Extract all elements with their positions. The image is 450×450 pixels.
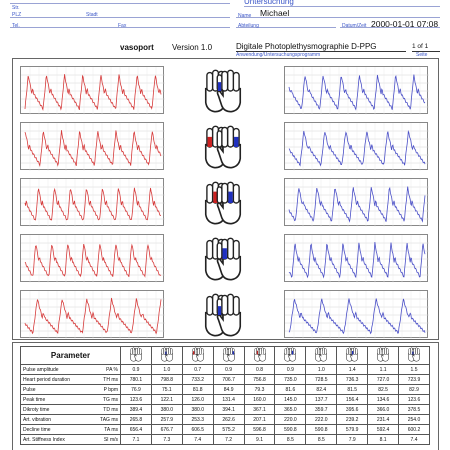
value-cell: 220.0 [275,415,306,425]
value-cell: 82.4 [306,385,337,395]
icon-column-7 [306,347,337,365]
icon-column-8 [337,347,368,365]
hands-4-icon [192,236,254,282]
value-cell: 81.5 [337,385,368,395]
value-cell: 156.4 [337,395,368,405]
value-cell: 365.0 [275,405,306,415]
hands-fingertips-icon [159,347,175,362]
plz-field [10,4,230,18]
value-cell: 367.1 [244,405,275,415]
parameter-name: Pulse [23,386,36,393]
parameter-name-cell [21,375,121,385]
left-waveform-4 [20,234,164,282]
value-cell: 82.9 [399,385,430,395]
value-cell: 575.2 [213,425,244,435]
right-waveform-5 [284,290,428,338]
value-cell: 7.3 [151,435,182,445]
hands-fingertips-icon [128,347,144,362]
table-row [21,375,430,385]
value-cell: 257.9 [151,415,182,425]
name-value: Michael [260,8,290,18]
value-cell: 735.0 [275,375,306,385]
value-cell: 579.9 [337,425,368,435]
value-cell: 81.6 [275,385,306,395]
tel-label: Tel. [12,23,20,29]
abteilung-label: Abteilung [238,23,259,29]
left-waveform-2 [20,122,164,170]
table-row [21,385,430,395]
value-cell: 131.4 [213,395,244,405]
parameter-name: Dikroty time [23,406,50,413]
value-cell: 0.8 [244,365,275,375]
table-row [21,415,430,425]
right-waveform-2 [284,122,428,170]
value-cell: 366.0 [368,405,399,415]
hand-diagram-4 [192,236,254,287]
untersuchung-field [244,6,440,7]
hands-5-icon [192,292,254,338]
value-cell: 8.5 [275,435,306,445]
value-cell: 723.9 [399,375,430,385]
value-cell: 0.9 [275,365,306,375]
parameter-unit: TH ms [103,376,118,383]
hands-1-icon [192,68,254,114]
value-cell: 0.7 [182,365,213,375]
street-label: Str. [12,5,20,11]
page-number: 1 of 1 [412,43,429,50]
parameter-unit: TG ms [103,396,118,403]
value-cell: 222.0 [306,415,337,425]
value-cell: 81.8 [182,385,213,395]
icon-column-4 [213,347,244,365]
value-cell: 736.3 [337,375,368,385]
value-cell: 75.1 [151,385,182,395]
parameter-name-cell [21,435,121,445]
icon-column-9 [368,347,399,365]
value-cell: 706.7 [213,375,244,385]
hand-diagram-5 [192,292,254,343]
hand-diagram-2 [192,124,254,175]
plz-label: PLZ [12,12,22,18]
table-row [21,435,430,445]
parameter-name-cell [21,365,121,375]
name-label: Name [238,13,252,19]
name-field [236,8,440,18]
value-cell: 1.0 [151,365,182,375]
value-cell: 394.1 [213,405,244,415]
value-cell: 733.2 [182,375,213,385]
value-cell: 1.5 [399,365,430,375]
hands-3-icon [192,180,254,226]
parameter-unit: TAG ms [100,416,118,423]
left-waveform-1 [20,66,164,114]
left-waveform-5 [20,290,164,338]
value-cell: 1.4 [337,365,368,375]
parameter-name-cell [21,385,121,395]
document-title: Digitale Photoplethysmographie D-PPG [236,42,377,51]
right-waveform-3 [284,178,428,226]
value-cell: 380.0 [151,405,182,415]
left-waveform-3 [20,178,164,226]
parameter-name: Art. vibration [23,416,52,423]
value-cell: 79.3 [244,385,275,395]
value-cell: 8.5 [306,435,337,445]
icon-column-10 [399,347,430,365]
value-cell: 253.3 [182,415,213,425]
parameter-unit: PA % [106,366,118,373]
icon-column-6 [275,347,306,365]
parameter-table [20,346,430,445]
parameter-unit: TA ms [104,426,118,433]
page-label: Seite [416,52,428,58]
software-name: vasoport [120,43,154,52]
parameter-heading: Parameter [21,347,121,365]
parameter-name: Pulse amplitude [23,366,59,373]
value-cell: 656.4 [121,425,152,435]
parameter-unit: SI m/s [103,436,118,443]
parameter-name-cell [21,395,121,405]
value-cell: 7.9 [337,435,368,445]
parameter-name: Heart period duration [23,376,70,383]
right-waveform-4 [284,234,428,282]
value-cell: 756.8 [244,375,275,385]
value-cell: 123.6 [399,395,430,405]
datum-label: Datum/Zeit [342,23,367,29]
value-cell: 145.0 [275,395,306,405]
value-cell: 7.4 [399,435,430,445]
parameter-name-cell [21,405,121,415]
parameter-name: Art. Stiffness Index [23,436,65,443]
value-cell: 239.2 [337,415,368,425]
value-cell: 606.5 [182,425,213,435]
value-cell: 76.9 [121,385,152,395]
table-header-row [21,347,430,365]
hands-middle-icon [282,347,298,362]
value-cell: 0.9 [121,365,152,375]
value-cell: 1.0 [306,365,337,375]
value-cell: 265.8 [121,415,152,425]
right-waveform-1 [284,66,428,114]
value-cell: 8.1 [368,435,399,445]
icon-column-5 [244,347,275,365]
hands-index-icon [221,347,237,362]
hands-index-icon [190,347,206,362]
value-cell: 207.1 [244,415,275,425]
value-cell: 84.9 [213,385,244,395]
parameter-name-cell [21,425,121,435]
stadt-label: Stadt [86,12,98,18]
value-cell: 160.0 [244,395,275,405]
value-cell: 596.8 [244,425,275,435]
value-cell: 7.1 [121,435,152,445]
table-row [21,425,430,435]
value-cell: 590.8 [306,425,337,435]
hands-2-icon [192,124,254,170]
value-cell: 378.5 [399,405,430,415]
table-row [21,365,430,375]
value-cell: 126.0 [182,395,213,405]
parameter-name: Peak time [23,396,46,403]
hands-ring-icon [313,347,329,362]
table-row [21,395,430,405]
value-cell: 380.0 [182,405,213,415]
document-subtitle: Anwendung/Untersuchungsprogramm [236,52,321,58]
hands-little-icon [406,347,422,362]
value-cell: 231.4 [368,415,399,425]
value-cell: 728.5 [306,375,337,385]
value-cell: 727.0 [368,375,399,385]
fax-label: Fax [118,23,127,29]
value-cell: 676.7 [151,425,182,435]
parameter-name: Decline time [23,426,51,433]
hands-ring-icon [344,347,360,362]
icon-column-3 [182,347,213,365]
value-cell: 7.2 [213,435,244,445]
icon-column-2 [151,347,182,365]
parameter-unit: TD ms [103,406,118,413]
untersuchung-heading: Untersuchung [244,0,294,6]
hands-little-icon [375,347,391,362]
value-cell: 590.8 [275,425,306,435]
value-cell: 82.5 [368,385,399,395]
hand-diagram-1 [192,68,254,119]
value-cell: 389.4 [121,405,152,415]
value-cell: 123.6 [121,395,152,405]
table-row [21,405,430,415]
parameter-name-cell [21,415,121,425]
value-cell: 592.4 [368,425,399,435]
value-cell: 122.1 [151,395,182,405]
datum-value: 2000-01-01 07:08 [371,19,439,29]
value-cell: 262.6 [213,415,244,425]
value-cell: 600.2 [399,425,430,435]
software-version: Version 1.0 [172,43,213,52]
table-body [21,365,430,445]
value-cell: 395.6 [337,405,368,415]
parameter-unit: P bpm [103,386,118,393]
value-cell: 9.1 [244,435,275,445]
hand-diagram-3 [192,180,254,231]
value-cell: 134.6 [368,395,399,405]
value-cell: 798.8 [151,375,182,385]
value-cell: 780.1 [121,375,152,385]
value-cell: 7.4 [182,435,213,445]
value-cell: 137.7 [306,395,337,405]
hands-middle-icon [252,347,268,362]
value-cell: 359.7 [306,405,337,415]
value-cell: 254.0 [399,415,430,425]
icon-column-1 [121,347,152,365]
value-cell: 0.9 [213,365,244,375]
value-cell: 1.1 [368,365,399,375]
